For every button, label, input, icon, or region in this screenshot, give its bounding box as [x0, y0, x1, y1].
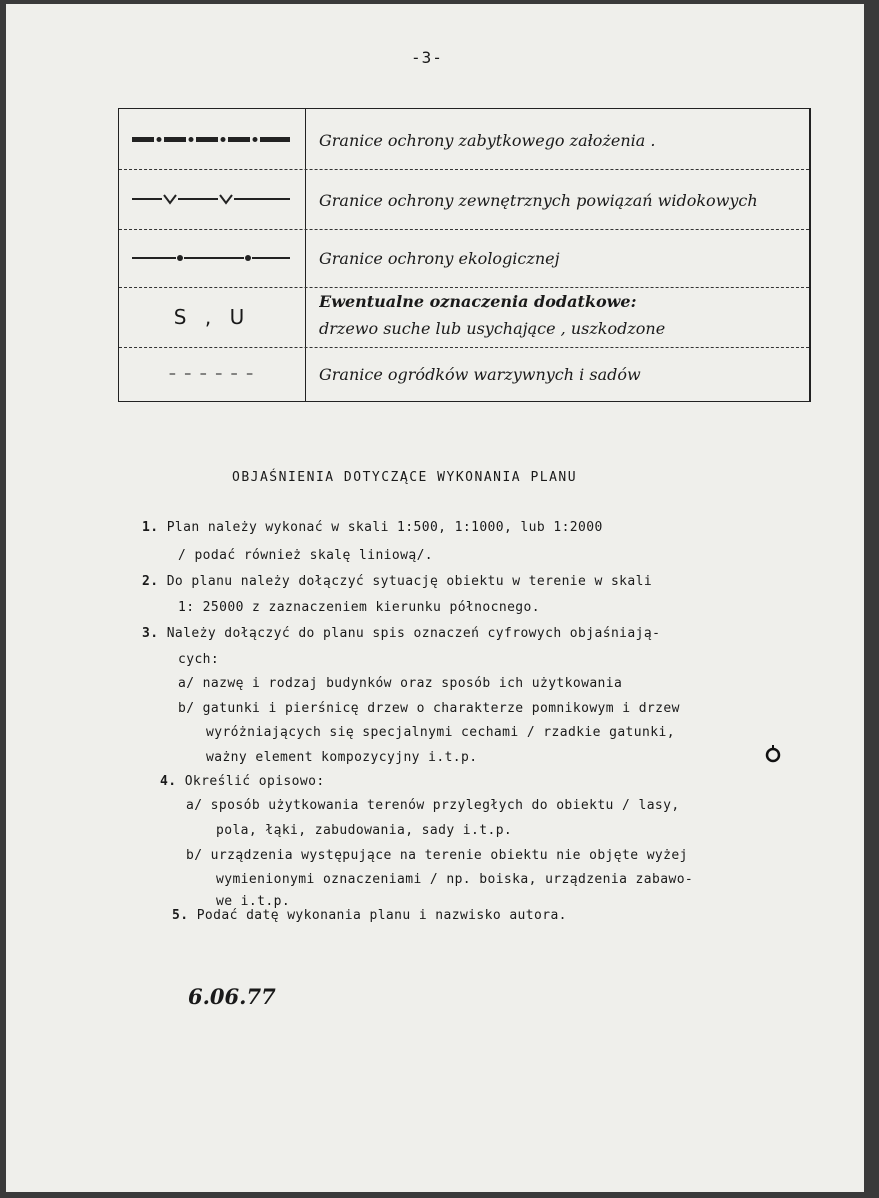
item-2-line-2: 1: 25000 z zaznaczeniem kierunku północnego. — [178, 600, 540, 615]
document-page — [6, 4, 864, 1192]
legend-description-title: Ewentualne oznaczenia dodatkowe: — [319, 292, 637, 311]
item-text: Plan należy wykonać w skali 1:500, 1:1000, lub 1:2000 — [166, 520, 603, 535]
legend-symbol-historic-boundary — [119, 109, 305, 169]
item-4-sub-b-line-2: wymienionymi oznaczeniami / np. boiska, urządzenia zabawo- — [216, 872, 694, 887]
item-number: 4. — [160, 774, 177, 789]
item-4-sub-b-line-3: we i.t.p. — [216, 894, 291, 909]
item-2-line-1 — [142, 574, 652, 589]
item-3-sub-b-line-3: ważny element kompozycyjny i.t.p. — [206, 750, 478, 765]
item-4-sub-a-line-1: a/ sposób użytkowania terenów przyległych do obiektu / lasy, — [186, 798, 680, 813]
legend-description: Granice ogródków warzywnych i sadów — [319, 365, 641, 384]
item-4-sub-a-line-2: pola, łąki, zabudowania, sady i.t.p. — [216, 823, 513, 838]
legend-symbol-text: – – – – – – — [168, 366, 256, 382]
item-4-sub-b-line-1: b/ urządzenia występujące na terenie obiektu nie objęte wyżej — [186, 848, 688, 863]
handwritten-date: 6.06.77 — [188, 984, 276, 1009]
legend-symbol-additional — [119, 287, 305, 347]
item-1-line-1 — [142, 520, 603, 535]
legend-column-divider — [305, 109, 306, 401]
item-number: 3. — [142, 626, 159, 641]
item-text: Określić opisowo: — [184, 774, 325, 789]
item-number: 5. — [172, 908, 189, 923]
legend-symbol-ecological-boundary — [119, 229, 305, 287]
item-4-line-1 — [160, 774, 325, 789]
line-with-dots-icon — [132, 252, 292, 264]
item-3-sub-b-line-1: b/ gatunki i pierśnicę drzew o charakterze pomnikowym i drzew — [178, 701, 680, 716]
item-text: Podać datę wykonania planu i nazwisko autora. — [196, 908, 567, 923]
item-3-sub-b-line-2: wyróżniających się specjalnymi cechami / rzadkie gatunki, — [206, 725, 675, 740]
item-number: 1. — [142, 520, 159, 535]
legend-symbol-view-boundary — [119, 169, 305, 229]
item-5-line-1 — [172, 908, 567, 923]
legend-table — [118, 108, 811, 402]
item-text: Do planu należy dołączyć sytuację obiektu w terenie w skali — [166, 574, 653, 589]
item-3-line-2: cych: — [178, 652, 220, 667]
legend-description: Granice ochrony zewnętrznych powiązań widokowych — [319, 191, 758, 210]
legend-description: Granice ochrony ekologicznej — [319, 249, 560, 268]
legend-symbol-garden-boundary — [119, 347, 305, 401]
circle-mark-icon — [764, 744, 782, 769]
item-3-sub-a: a/ nazwę i rodzaj budynków oraz sposób ich użytkowania — [178, 676, 623, 691]
legend-symbol-text: S , U — [173, 305, 251, 329]
item-text: Należy dołączyć do planu spis oznaczeń cyfrowych objaśniają- — [166, 626, 661, 641]
item-1-line-2: / podać również skalę liniową/. — [178, 548, 434, 563]
legend-description: Granice ochrony zabytkowego założenia . — [319, 131, 656, 150]
page-number: -3- — [411, 48, 443, 67]
item-3-line-1 — [142, 626, 660, 641]
thick-dash-dot-line-icon — [132, 134, 292, 144]
legend-description: drzewo suche lub usychające , uszkodzone — [319, 319, 666, 338]
section-heading: OBJAŚNIENIA DOTYCZĄCE WYKONANIA PLANU — [232, 470, 578, 485]
line-with-v-marks-icon — [132, 192, 292, 206]
item-number: 2. — [142, 574, 159, 589]
